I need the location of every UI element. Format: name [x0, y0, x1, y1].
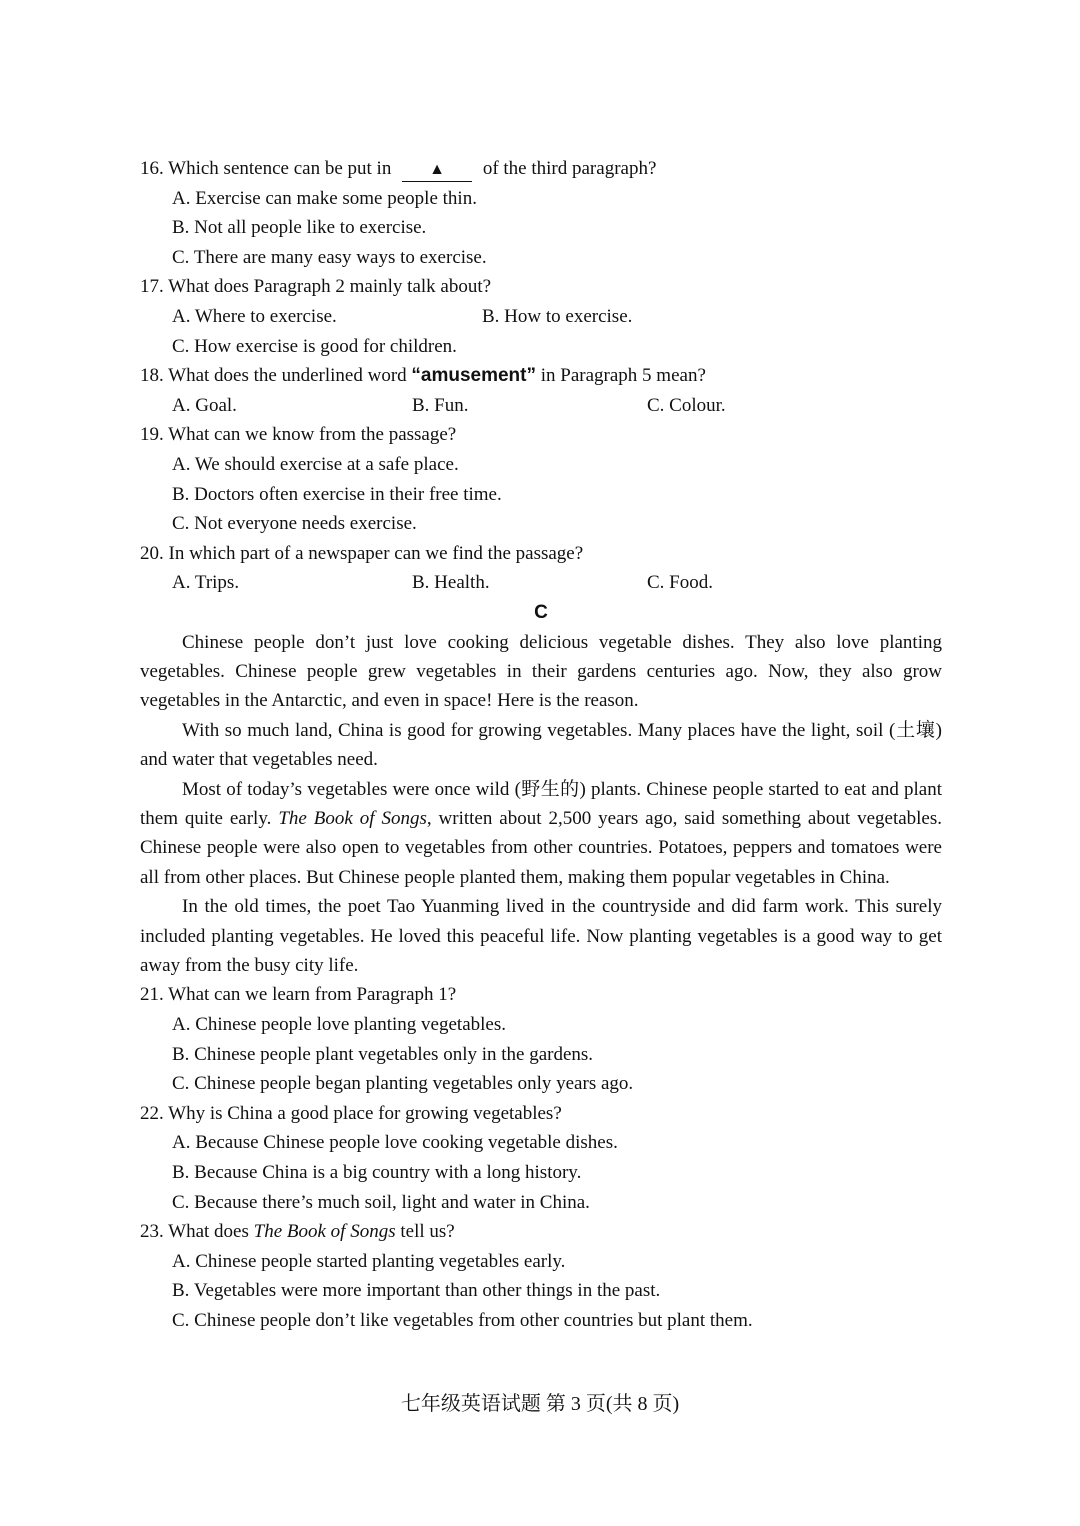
question-18-options-row — [140, 391, 942, 421]
page-content — [140, 154, 942, 1336]
question-23-stem-before: 23. What does — [140, 1221, 249, 1243]
question-21-option-a: A. Chinese people love planting vegetables. — [172, 1013, 506, 1035]
question-18-stem-after: in Paragraph 5 mean? — [540, 365, 706, 387]
question-19-option-c: C. Not everyone needs exercise. — [172, 513, 417, 535]
question-20-options-row — [140, 568, 942, 598]
question-16-option-a: A. Exercise can make some people thin. — [172, 187, 477, 209]
question-21-stem: 21. What can we learn from Paragraph 1? — [140, 984, 457, 1006]
section-heading-c: C — [534, 601, 548, 623]
question-17-stem: 17. What does Paragraph 2 mainly talk about? — [140, 276, 492, 298]
question-23 — [140, 1217, 942, 1247]
triangle-icon: ▲ — [429, 161, 445, 178]
passage-paragraph-3-before: Most of today’s vegetables were once wild (野生的) plants. Chinese people started to eat and plant them quite early. — [140, 778, 942, 829]
question-21-option-b: B. Chinese people plant vegetables only in the gardens. — [172, 1043, 594, 1065]
passage-paragraph-2: With so much land, China is good for growing vegetables. Many places have the light, soil (土壤) and water that vegetables need. — [140, 719, 942, 771]
question-18-option-a: A. Goal. — [172, 394, 237, 416]
question-20-option-c: C. Food. — [647, 572, 713, 594]
question-17-option-a: A. Where to exercise. — [172, 305, 337, 327]
question-18 — [140, 361, 942, 391]
passage-paragraph-3-after: , written about 2,500 years ago, said something about vegetables. Chinese people were also open to vegetables from other countries. Potatoes, peppers and tomatoes were all from other places. But Chinese people planted them, making them popular vegetables in China. — [140, 807, 943, 888]
question-22-option-b: B. Because China is a big country with a long history. — [172, 1161, 582, 1183]
question-16-option-c: C. There are many easy ways to exercise. — [172, 246, 487, 268]
question-16 — [140, 154, 942, 184]
question-17-option-b: B. How to exercise. — [482, 305, 633, 327]
question-23-option-c: C. Chinese people don’t like vegetables from other countries but plant them. — [172, 1309, 753, 1331]
question-21-option-c: C. Chinese people began planting vegetables only years ago. — [172, 1073, 634, 1095]
underlined-word: “amusement” — [411, 365, 536, 387]
question-19-stem: 19. What can we know from the passage? — [140, 424, 457, 446]
passage-paragraph-4: In the old times, the poet Tao Yuanming lived in the countryside and did farm work. This surely included planting vegetables. He loved this peaceful life. Now planting vegetables is a good way to get away from the busy city life. — [140, 896, 942, 976]
question-16-stem-after: of the third paragraph? — [482, 158, 657, 179]
question-20-option-a: A. Trips. — [172, 572, 240, 594]
passage-paragraph-3 — [140, 775, 942, 893]
question-19-option-b: B. Doctors often exercise in their free time. — [172, 483, 502, 505]
question-22-stem: 22. Why is China a good place for growing vegetables? — [140, 1102, 562, 1124]
question-18-option-b: B. Fun. — [412, 394, 469, 416]
question-23-option-b: B. Vegetables were more important than other things in the past. — [172, 1280, 661, 1302]
question-20-option-b: B. Health. — [412, 572, 490, 594]
question-19-option-a: A. We should exercise at a safe place. — [172, 453, 459, 475]
question-20-stem: 20. In which part of a newspaper can we find the passage? — [140, 542, 584, 564]
question-16-option-b: B. Not all people like to exercise. — [172, 217, 427, 239]
question-18-option-c: C. Colour. — [647, 394, 726, 416]
page-footer: 七年级英语试题 第 3 页(共 8 页) — [400, 1393, 680, 1415]
question-17-options-row — [140, 302, 942, 332]
book-title: The Book of Songs — [278, 807, 427, 829]
answer-blank — [402, 158, 472, 182]
question-23-stem-after: tell us? — [400, 1221, 455, 1243]
question-22-option-a: A. Because Chinese people love cooking vegetable dishes. — [172, 1132, 618, 1154]
passage-paragraph-1: Chinese people don’t just love cooking delicious vegetable dishes. They also love planting vegetables. Chinese people grew vegetables in their gardens centuries ago. Now, they also grow vegetables in the Antarctic, and even in space! Here is the reason. — [140, 631, 942, 712]
question-23-book-title: The Book of Songs — [253, 1221, 396, 1243]
question-23-option-a: A. Chinese people started planting vegetables early. — [172, 1250, 566, 1272]
question-22-option-c: C. Because there’s much soil, light and water in China. — [172, 1191, 590, 1213]
question-18-stem-before: 18. What does the underlined word — [140, 365, 407, 387]
question-17-option-c: C. How exercise is good for children. — [172, 335, 457, 357]
question-16-stem-before: 16. Which sentence can be put in — [140, 158, 392, 179]
